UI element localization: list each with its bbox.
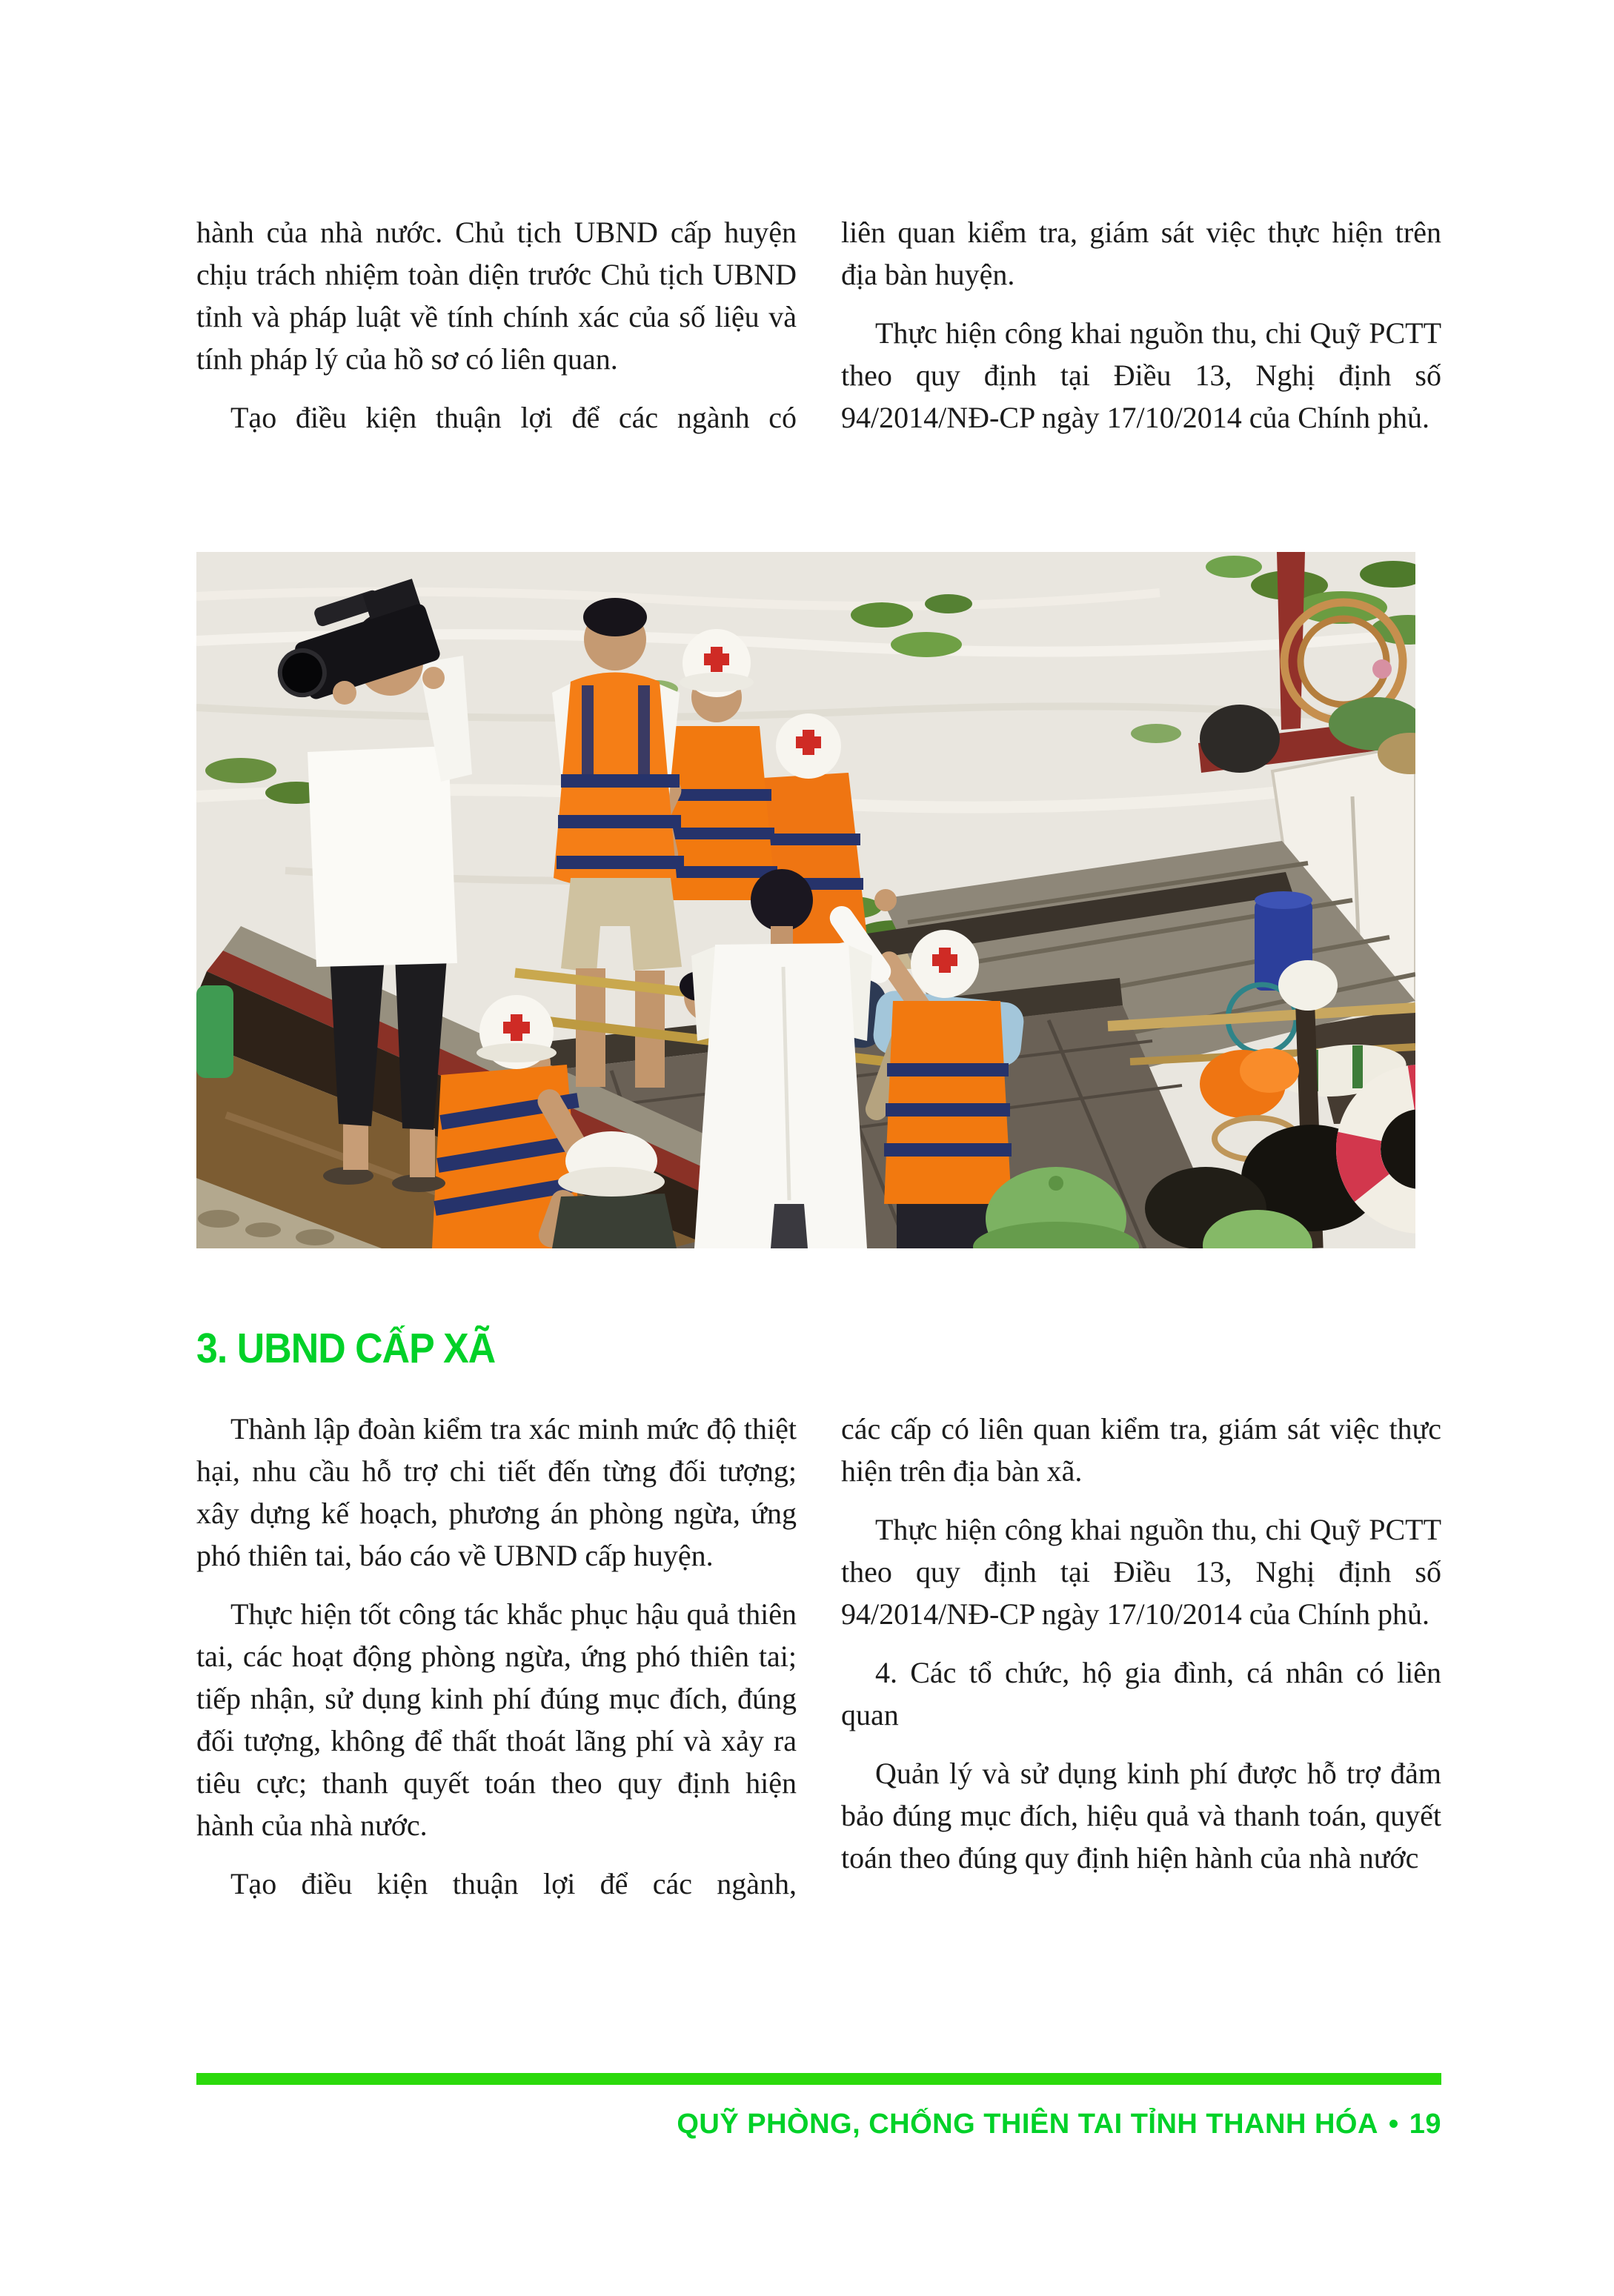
white-shirt xyxy=(694,943,867,1248)
green-bag xyxy=(196,985,233,1078)
paragraph: Thực hiện công khai nguồn thu, chi Quỹ PCTT theo quy định tại Điều 13, Nghị định số 94/2014/NĐ-CP ngày 17/10/2014 của Chính phủ. xyxy=(841,316,1441,434)
paragraph: 4. Các tổ chức, hộ gia đình, cá nhân có liên quan xyxy=(841,1656,1441,1731)
paragraph: Quản lý và sử dụng kinh phí được hỗ trợ đảm bảo đúng mục đích, hiệu quả và thanh toán, quyết toán theo đúng quy định hiện hành của nhà nước xyxy=(841,1757,1441,1874)
footer-rule xyxy=(196,2073,1441,2085)
section-heading: 3. UBND CẤP XÃ xyxy=(196,1325,496,1372)
bottom-section xyxy=(196,1408,1441,1905)
paragraph: liên quan kiểm tra, giám sát việc thực hiện trên địa bàn huyện. xyxy=(841,216,1441,291)
paragraph: hành của nhà nước. Chủ tịch UBND cấp huyện chịu trách nhiệm toàn diện trước Chủ tịch UBND tỉnh và pháp luật về tính chính xác của số liệu và tính pháp lý của hồ sơ có liên quan. xyxy=(196,216,797,376)
bottom-right-column xyxy=(841,1408,1441,1905)
paragraph: các cấp có liên quan kiểm tra, giám sát việc thực hiện trên địa bàn xã. xyxy=(841,1412,1441,1488)
top-section xyxy=(196,211,1441,439)
footer-title: QUỸ PHÒNG, CHỐNG THIÊN TAI TỈNH THANH HÓA xyxy=(677,2109,1378,2140)
paragraph: Tạo điều kiện thuận lợi để các ngành, xyxy=(230,1867,797,1900)
footer-bullet: • xyxy=(1388,2109,1399,2140)
top-right-column xyxy=(841,211,1441,439)
boat-lamp xyxy=(1200,705,1280,773)
page-footer xyxy=(196,2109,1441,2140)
rescue-photo xyxy=(196,552,1415,1248)
white-shirt xyxy=(308,746,457,967)
paragraph: Thực hiện công khai nguồn thu, chi Quỹ PCTT theo quy định tại Điều 13, Nghị định số 94/2014/NĐ-CP ngày 17/10/2014 của Chính phủ. xyxy=(841,1513,1441,1631)
life-vest xyxy=(884,1001,1012,1204)
bottom-left-column xyxy=(196,1408,797,1905)
top-left-column xyxy=(196,211,797,439)
paragraph: Tạo điều kiện thuận lợi để các ngành có xyxy=(230,401,797,434)
page-number: 19 xyxy=(1409,2109,1441,2140)
paragraph: Thực hiện tốt công tác khắc phục hậu quả thiên tai, các hoạt động phòng ngừa, ứng phó thiên tai; tiếp nhận, sử dụng kinh phí đúng mục đích, đúng đối tượng, không để thất thoát lãng phí và xảy ra tiêu cực; thanh quyết toán theo quy định hiện hành của nhà nước. xyxy=(196,1597,797,1842)
paragraph: Thành lập đoàn kiểm tra xác minh mức độ thiệt hại, nhu cầu hỗ trợ chi tiết đến từng đối tượng; xây dựng kế hoạch, phương án phòng ngừa, ứng phó thiên tai, báo cáo về UBND cấp huyện. xyxy=(196,1412,797,1572)
